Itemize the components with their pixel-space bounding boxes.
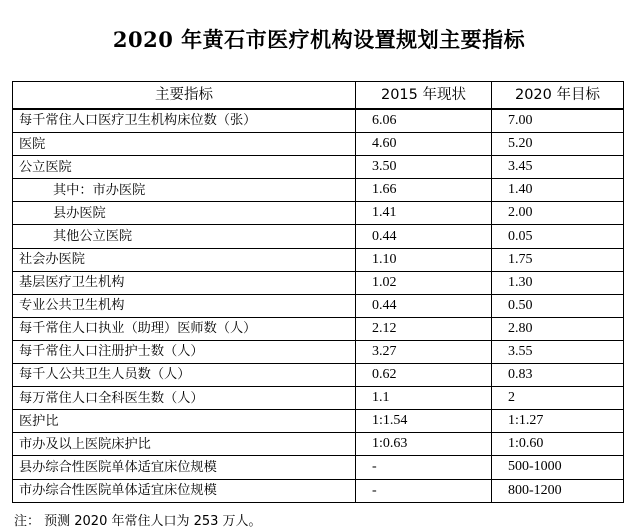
header-indicator: 主要指标 (13, 82, 356, 110)
table-row (13, 340, 624, 363)
row-indicator-label: 县办综合性医院单体适宜床位规模 (13, 456, 356, 479)
footnote: 注： 预测 2020 年常住人口为 253 万人。 (14, 514, 262, 529)
row-2020-value: 0.05 (492, 225, 624, 248)
row-2020-value: 2.80 (492, 317, 624, 340)
row-indicator-label: 其他公立医院 (13, 225, 356, 248)
indicator-table (12, 81, 624, 503)
table-row (13, 364, 624, 387)
row-2015-value: - (356, 479, 492, 502)
row-indicator-label: 每千常住人口注册护士数（人） (13, 340, 356, 363)
row-2015-value: 0.62 (356, 364, 492, 387)
row-2015-value: 1.66 (356, 179, 492, 202)
table-row (13, 225, 624, 248)
row-indicator-label: 医护比 (13, 410, 356, 433)
row-2015-value: 1.41 (356, 202, 492, 225)
row-2015-value: 1.1 (356, 387, 492, 410)
row-indicator-label: 每千人公共卫生人员数（人） (13, 364, 356, 387)
row-indicator-label: 公立医院 (13, 156, 356, 179)
row-2015-value: 1:1.54 (356, 410, 492, 433)
row-2015-value: 1:0.63 (356, 433, 492, 456)
row-2020-value: 1:0.60 (492, 433, 624, 456)
table-row (13, 202, 624, 225)
row-indicator-label: 每千常住人口执业（助理）医师数（人） (13, 317, 356, 340)
table-row (13, 479, 624, 502)
row-2015-value: 0.44 (356, 294, 492, 317)
row-2015-value: 3.50 (356, 156, 492, 179)
row-indicator-label: 市办及以上医院床护比 (13, 433, 356, 456)
row-2020-value: 3.55 (492, 340, 624, 363)
row-indicator-label: 基层医疗卫生机构 (13, 271, 356, 294)
table-header-row (13, 82, 624, 110)
table-row (13, 410, 624, 433)
document-title: 2020 年黄石市医疗机构设置规划主要指标 (112, 27, 526, 52)
row-2020-value: 0.83 (492, 364, 624, 387)
row-2020-value: 800-1200 (492, 479, 624, 502)
row-indicator-label: 医院 (13, 133, 356, 156)
row-indicator-label: 县办医院 (13, 202, 356, 225)
table-row (13, 387, 624, 410)
row-2020-value: 5.20 (492, 133, 624, 156)
header-2015-current: 2015 年现状 (356, 82, 492, 110)
table-body (13, 109, 624, 502)
row-2015-value: 6.06 (356, 109, 492, 133)
row-indicator-label: 其中：市办医院 (13, 179, 356, 202)
row-2020-value: 7.00 (492, 109, 624, 133)
row-indicator-label: 每万常住人口全科医生数（人） (13, 387, 356, 410)
row-2020-value: 2 (492, 387, 624, 410)
row-2015-value: 3.27 (356, 340, 492, 363)
row-indicator-label: 专业公共卫生机构 (13, 294, 356, 317)
header-2020-target: 2020 年目标 (492, 82, 624, 110)
table-row (13, 133, 624, 156)
row-2020-value: 0.50 (492, 294, 624, 317)
row-2015-value: 1.02 (356, 271, 492, 294)
row-2020-value: 1.30 (492, 271, 624, 294)
row-2015-value: 0.44 (356, 225, 492, 248)
row-2020-value: 2.00 (492, 202, 624, 225)
row-2015-value: 4.60 (356, 133, 492, 156)
row-2020-value: 1.75 (492, 248, 624, 271)
table-row (13, 294, 624, 317)
row-indicator-label: 每千常住人口医疗卫生机构床位数（张） (13, 109, 356, 133)
table-row (13, 317, 624, 340)
row-2020-value: 1.40 (492, 179, 624, 202)
row-indicator-label: 市办综合性医院单体适宜床位规模 (13, 479, 356, 502)
row-2020-value: 3.45 (492, 156, 624, 179)
row-2015-value: 2.12 (356, 317, 492, 340)
table-row (13, 433, 624, 456)
table-row (13, 179, 624, 202)
table-row (13, 456, 624, 479)
row-2015-value: - (356, 456, 492, 479)
row-2020-value: 1:1.27 (492, 410, 624, 433)
row-2020-value: 500-1000 (492, 456, 624, 479)
row-2015-value: 1.10 (356, 248, 492, 271)
table-row (13, 271, 624, 294)
table-row (13, 156, 624, 179)
table-row (13, 248, 624, 271)
row-indicator-label: 社会办医院 (13, 248, 356, 271)
table-row (13, 109, 624, 133)
